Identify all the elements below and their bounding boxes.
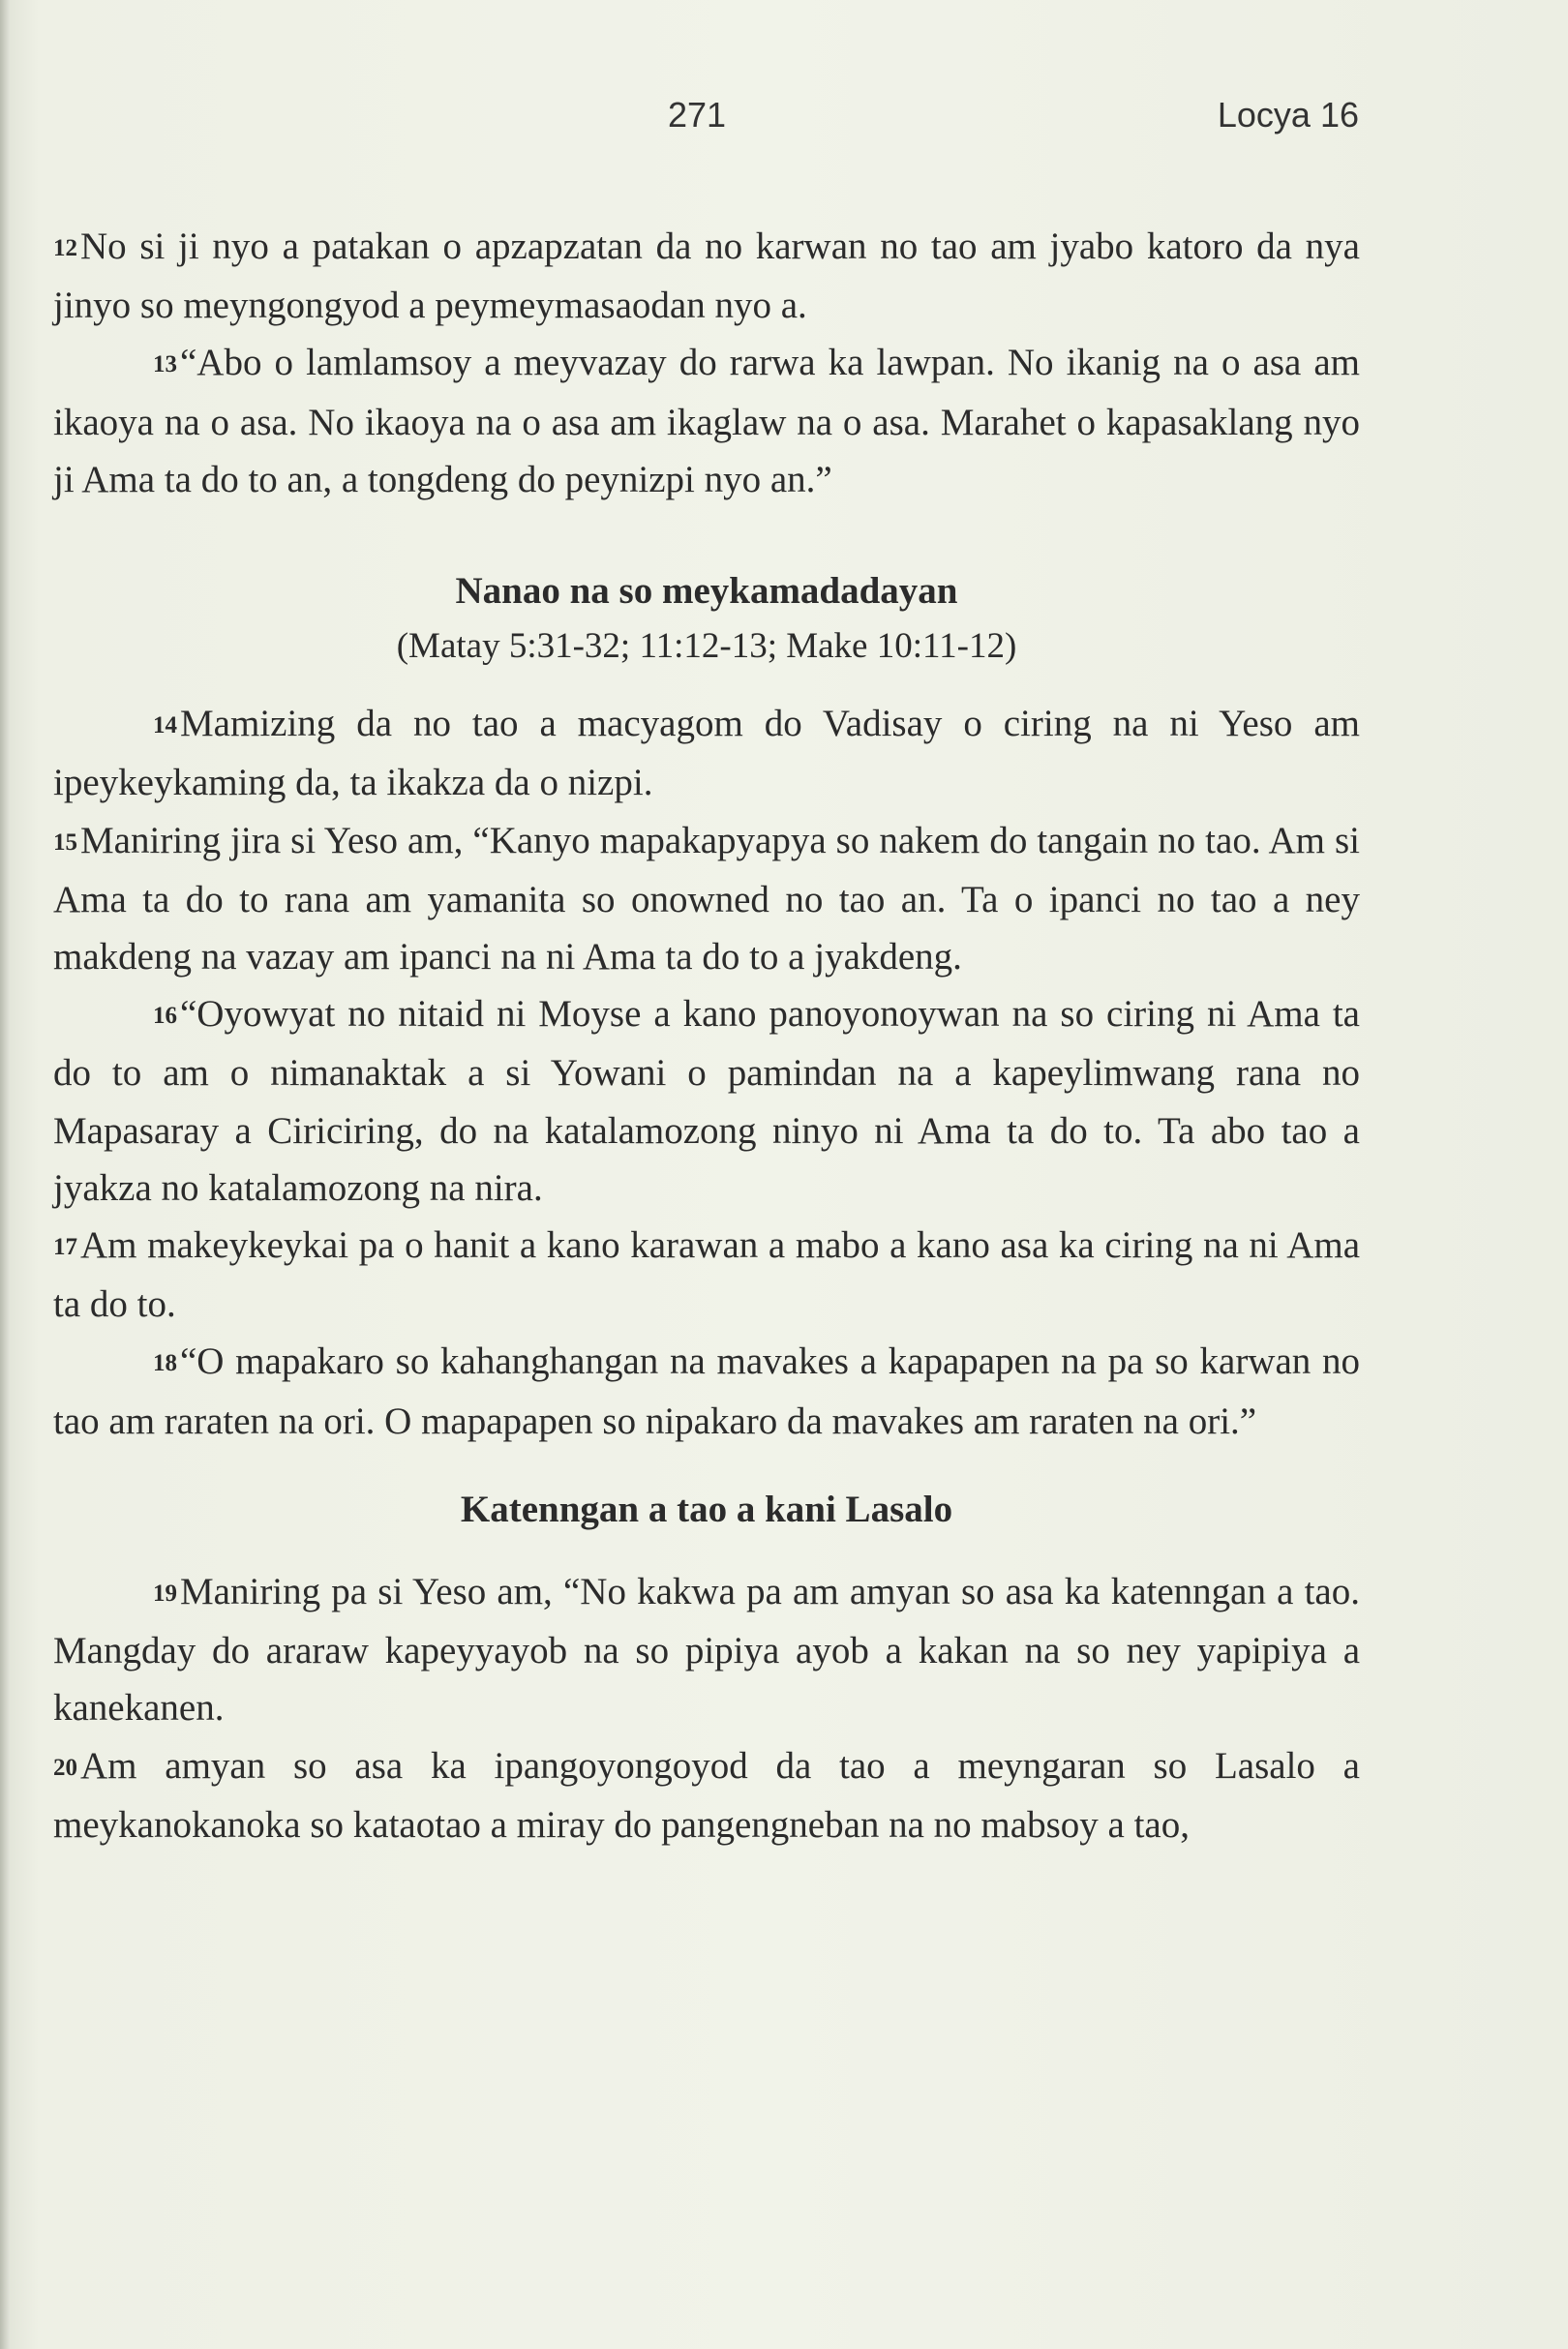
verse-number: 14 bbox=[153, 712, 177, 739]
verse-number: 20 bbox=[53, 1754, 77, 1781]
verse-number: 15 bbox=[53, 828, 77, 856]
verse-20 bbox=[53, 1737, 1360, 1853]
verse-text: “Abo o lamlamsoy a meyvazay do rarwa ka lawpan. No ikanig na o asa am ikaoya na o asa. No ikaoya na o asa am ikaglaw na o asa. Marahet o kapasaklang nyo ji Ama ta do to an, a tongdeng do peynizpi nyo an.” bbox=[53, 342, 1360, 500]
verse-text: “Oyowyat no nitaid ni Moyse a kano panoyonoywan na so ciring ni Ama ta do to am o nimanaktak a si Yowani o pamindan na a kapeylimwang rana no Mapasaray a Ciriciring, do na katalamozong ninyo ni Ama ta do to. Ta abo tao a jyakza no katalamozong na nira. bbox=[53, 993, 1360, 1209]
scripture-text bbox=[53, 218, 1360, 1853]
verse-13 bbox=[53, 334, 1360, 508]
verse-18 bbox=[53, 1333, 1360, 1449]
verse-text: No si ji nyo a patakan o apzapzatan da no karwan no tao am jyabo katoro da nya jinyo so meyngongyod a peymeymasaodan nyo a. bbox=[53, 226, 1360, 327]
page-binding-edge bbox=[0, 0, 10, 2349]
verse-17 bbox=[53, 1217, 1360, 1333]
verse-number: 18 bbox=[153, 1350, 177, 1377]
verse-text: Am makeykeykai pa o hanit a kano karawan a mabo a kano asa ka ciring na ni Ama ta do to. bbox=[53, 1224, 1360, 1326]
section-heading: Nanao na so meykamadadayan bbox=[455, 570, 958, 613]
verse-12 bbox=[53, 218, 1360, 334]
verse-19 bbox=[53, 1563, 1360, 1737]
verse-number: 19 bbox=[153, 1581, 177, 1608]
section-heading: Katenngan a tao a kani Lasalo bbox=[460, 1488, 953, 1530]
verse-text: “O mapakaro so kahanghangan na mavakes a kapapapen na pa so karwan no tao am raraten na ori. O mapapapen so nipakaro da mavakes am raraten na ori.” bbox=[53, 1340, 1360, 1442]
verse-text: Am amyan so asa ka ipangoyongoyod da tao a meyngaran so Lasalo a meykanokanoka so kataotao a miray do pangengneban na no mabsoy a tao, bbox=[53, 1744, 1360, 1846]
verse-number: 16 bbox=[153, 1003, 177, 1030]
verse-15 bbox=[53, 812, 1360, 986]
verse-number: 13 bbox=[153, 351, 177, 378]
verse-text: Maniring pa si Yeso am, “No kakwa pa am amyan so asa ka katenngan a tao. Mangday do araraw kapeyyayob na so pipiya ayob a kakan na so ney yapipiya a kanekanen. bbox=[53, 1571, 1360, 1730]
verse-number: 17 bbox=[53, 1234, 77, 1261]
page-header bbox=[0, 95, 1568, 153]
verse-text: Mamizing da no tao a macyagom do Vadisay o ciring na ni Yeso am ipeykeykaming da, ta ikakza da o nizpi. bbox=[53, 703, 1360, 804]
verse-number: 12 bbox=[53, 235, 77, 261]
verse-14 bbox=[53, 695, 1360, 811]
running-head: Locya 16 bbox=[1217, 95, 1359, 135]
verse-text: Maniring jira si Yeso am, “Kanyo mapakapyapya so nakem do tangain no tao. Am si Ama ta do to rana am yamanita so onowned no tao an. Ta o ipanci no tao a ney makdeng na vazay am ipanci na ni Ama ta do to a jyakdeng. bbox=[53, 819, 1360, 979]
cross-references: (Matay 5:31-32; 11:12-13; Make 10:11-12) bbox=[396, 626, 1017, 667]
page-number: 271 bbox=[668, 95, 727, 135]
verse-16 bbox=[53, 985, 1360, 1217]
